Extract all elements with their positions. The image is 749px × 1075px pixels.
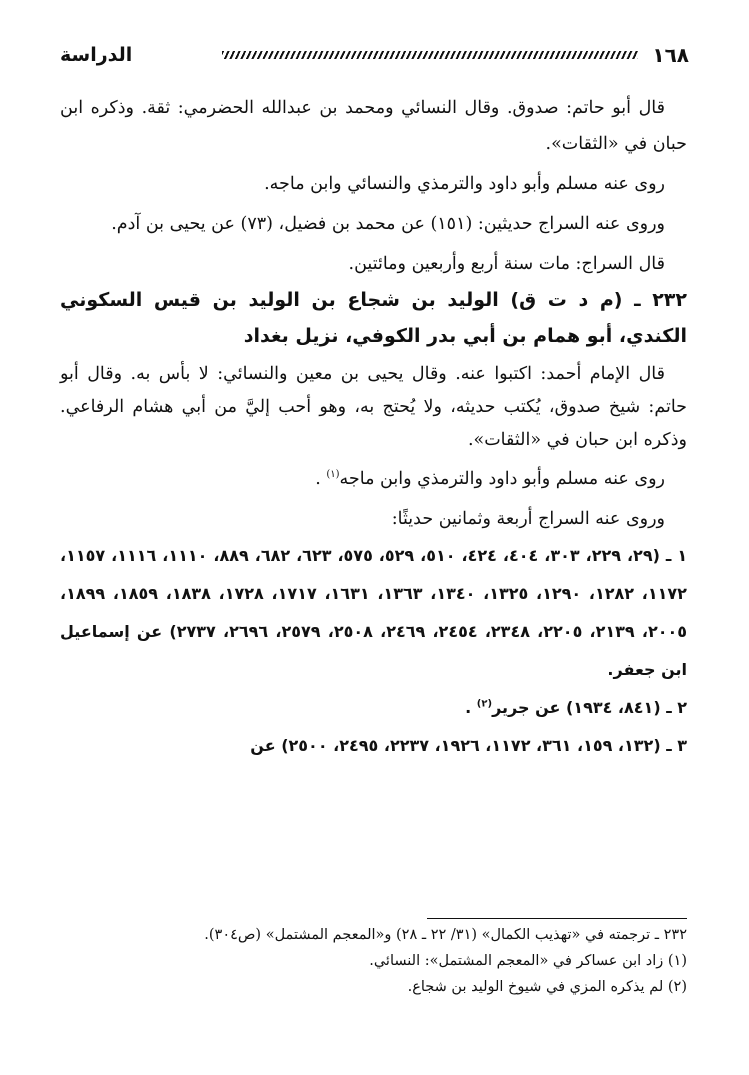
paragraph-death-date: قال السراج: مات سنة أربع وأربعين ومائتين.	[348, 254, 665, 274]
paragraph-abu-hatim: قال أبو حاتم: صدوق. وقال النسائي ومحمد بن عبدالله الحضرمي: ثقة. وذكره ابن حبان في «الثقات».	[60, 98, 687, 154]
footnote-1: (١) زاد ابن عساكر في «المعجم المشتمل»: النسائي.	[369, 953, 687, 969]
page-header	[60, 38, 689, 72]
running-title: الدراسة	[60, 44, 133, 66]
hadith-list-3: ٣ ـ (١٣٢، ١٥٩، ٣٦١، ١١٧٢، ١٩٢٦، ٢٢٣٧، ٢٤٩٥، ٢٥٠٠) عن	[250, 736, 687, 755]
footnote-separator	[427, 918, 687, 919]
footnotes	[60, 922, 687, 1000]
hadith-list-2-end: .	[465, 698, 477, 717]
entry-heading-232: ٢٣٢ ـ (م د ت ق) الوليد بن شجاع بن الوليد بن قيس السكوني الكندي، أبو همام بن أبي بدر الكوفي، نزيل بغداد	[60, 289, 687, 347]
paragraph-narrators-2-end: .	[315, 469, 327, 489]
paragraph-sarraj-hadiths: وروى عنه السراج حديثين: (١٥١) عن محمد بن فضيل، (٧٣) عن يحيى بن آدم.	[111, 214, 665, 234]
paragraph-narrators-2-text: روى عنه مسلم وأبو داود والترمذي وابن ماجه	[339, 469, 665, 489]
page-number: ١٦٨	[652, 43, 689, 67]
paragraph-narrators-2	[60, 461, 687, 497]
hadith-list-2	[60, 689, 687, 727]
footnote-ref-1: (١)	[326, 469, 340, 481]
header-rule	[222, 51, 638, 59]
footnote-232: ٢٣٢ ـ ترجمته في «تهذيب الكمال» (٣١/ ٢٢ ـ ٢٨) و«المعجم المشتمل» (ص٣٠٤).	[204, 927, 687, 943]
hadith-list-2-text: ٢ ـ (٨٤١، ١٩٣٤) عن جرير	[492, 698, 687, 717]
paragraph-imam-ahmad: قال الإمام أحمد: اكتبوا عنه. وقال يحيى بن معين والنسائي: لا بأس به. وقال أبو حاتم: شيخ صدوق، يُكتب حديثه، ولا يُحتج به، وهو أحب إليَّ من أبي هشام الرفاعي. وذكره ابن حبان في «الثقات».	[60, 364, 687, 450]
paragraph-narrators: روى عنه مسلم وأبو داود والترمذي والنسائي وابن ماجه.	[264, 174, 665, 194]
footnote-2: (٢) لم يذكره المزي في شيوخ الوليد بن شجاع.	[407, 979, 687, 995]
paragraph-84-hadiths: وروى عنه السراج أربعة وثمانين حديثًا:	[391, 509, 665, 529]
footnote-ref-2: (٢)	[476, 698, 493, 710]
main-text	[60, 90, 687, 765]
hadith-list-1: ١ ـ (٢٩، ٢٢٩، ٣٠٣، ٤٠٤، ٤٢٤، ٥١٠، ٥٢٩، ٥٧٥، ٦٢٣، ٦٨٢، ٨٨٩، ١١١٠، ١١١٦، ١١٥٧، ١١٧٢، ١٢٨٢، ١٢٩٠، ١٣٢٥، ١٣٤٠، ١٣٦٣، ١٦٣١، ١٧١٧، ١٧٢٨، ١٨٣٨، ١٨٥٩، ١٨٩٩، ٢٠٠٥، ٢١٣٩، ٢٢٠٥، ٢٣٤٨، ٢٤٥٤، ٢٤٦٩، ٢٥٠٨، ٢٥٧٩، ٢٦٩٦، ٢٧٣٧) عن إسماعيل ابن جعفر.	[60, 546, 688, 679]
